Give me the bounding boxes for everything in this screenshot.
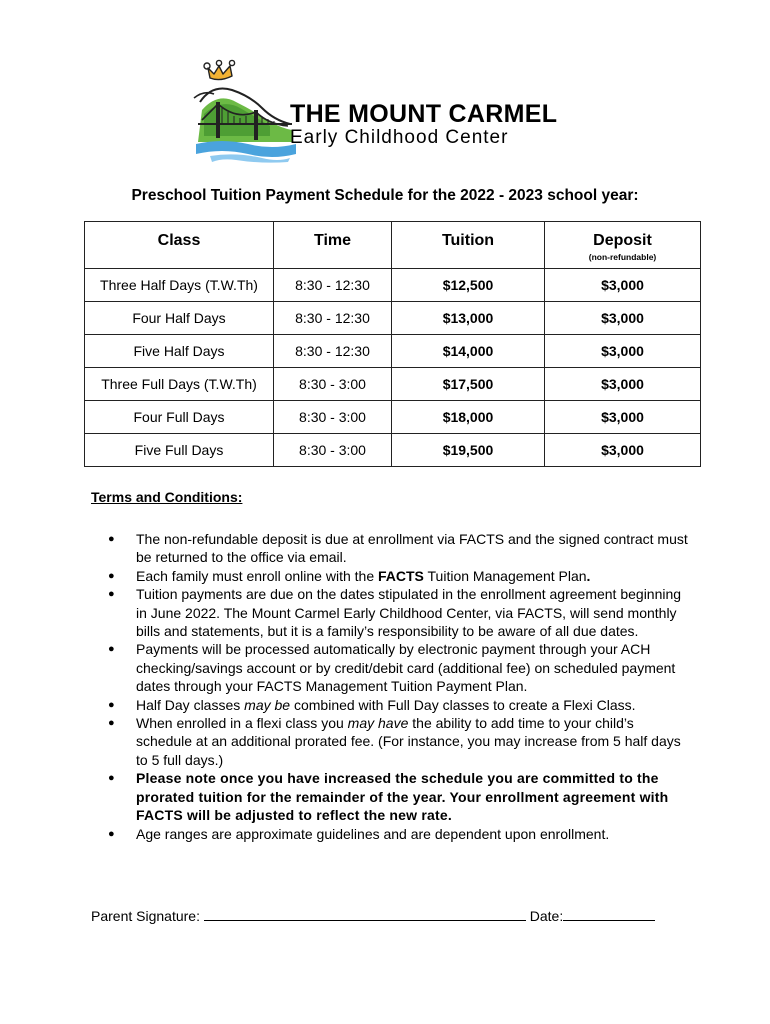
class-cell: Five Half Days [85,335,274,368]
time-cell: 8:30 - 3:00 [274,401,392,434]
item-text: Each family must enroll online with the [136,567,378,584]
parent-signature-label: Parent Signature: [91,908,200,924]
tuition-table [84,221,701,467]
list-item: ● The non-refundable deposit is due at enrollment via FACTS and the signed contract must be returned to the office via email. [108,530,688,567]
tuition-cell: $14,000 [392,335,545,368]
item-bold-text: FACTS [378,567,424,584]
table-row [85,368,701,401]
terms-list [108,530,688,843]
header-deposit [545,222,701,269]
table-row [85,302,701,335]
table-row [85,335,701,368]
item-text: Tuition Management Plan [423,567,587,584]
tuition-cell: $12,500 [392,269,545,302]
time-cell: 8:30 - 12:30 [274,335,392,368]
time-cell: 8:30 - 3:00 [274,368,392,401]
signature-row [91,906,655,924]
item-italic-text: may have [347,715,409,732]
tuition-cell: $18,000 [392,401,545,434]
parent-signature-line[interactable] [204,906,526,921]
item-bold-text: . [586,567,591,584]
terms-heading: Terms and Conditions: [91,489,243,505]
date-line[interactable] [563,906,655,921]
class-cell: Three Full Days (T.W.Th) [85,368,274,401]
deposit-cell: $3,000 [545,368,701,401]
item-text: When enrolled in a flexi class you [136,715,348,732]
header-tuition: Tuition [392,222,545,269]
class-cell: Five Full Days [85,434,274,467]
time-cell: 8:30 - 3:00 [274,434,392,467]
tuition-cell: $19,500 [392,434,545,467]
list-item [108,714,688,769]
date-label: Date: [529,908,564,924]
class-cell: Four Half Days [85,302,274,335]
time-cell: 8:30 - 12:30 [274,302,392,335]
deposit-cell: $3,000 [545,269,701,302]
tuition-cell: $13,000 [392,302,545,335]
table-header-row [85,222,701,269]
header-deposit-label: Deposit [593,232,652,249]
header-class: Class [85,222,274,269]
header-time: Time [274,222,392,269]
item-italic-text: may be [244,696,291,713]
deposit-note: (non-refundable) [588,252,657,262]
list-item: ● Payments will be processed automatically by electronic payment through your ACH checking/savings account or by credit/debit card (additional fee) on scheduled payment dates through your FACTS Management Tuition Payment Plan. [108,640,688,695]
table-row [85,401,701,434]
item-text: Half Day classes [136,696,245,713]
list-item [108,567,688,585]
page-title: Preschool Tuition Payment Schedule for the 2022 - 2023 school year: [131,187,639,204]
tuition-cell: $17,500 [392,368,545,401]
deposit-cell: $3,000 [545,434,701,467]
table-row [85,434,701,467]
item-text: the ability to add time to your child’s schedule at an additional prorated fee. (For instance, you may increase from 5 half days to 5 full days.) [136,715,681,768]
deposit-cell: $3,000 [545,401,701,434]
org-name: THE MOUNT CARMEL [290,100,558,128]
org-subtitle: Early Childhood Center [290,127,509,148]
class-cell: Three Half Days (T.W.Th) [85,269,274,302]
table-row [85,269,701,302]
class-cell: Four Full Days [85,401,274,434]
list-item [108,696,688,714]
list-item: ● Please note once you have increased the schedule you are committed to the prorated tuition for the remainder of the year. Your enrollment agreement with FACTS will be adjusted to reflect the new rate. [108,769,688,824]
item-text: combined with Full Day classes to create a Flexi Class. [290,696,636,713]
time-cell: 8:30 - 12:30 [274,269,392,302]
deposit-cell: $3,000 [545,302,701,335]
deposit-cell: $3,000 [545,335,701,368]
list-item: ● Tuition payments are due on the dates stipulated in the enrollment agreement beginning in June 2022. The Mount Carmel Early Childhood Center, via FACTS, will send monthly bills and statements, but it is a family’s responsibility to be aware of all due dates. [108,585,688,640]
list-item: ● Age ranges are approximate guidelines and are dependent upon enrollment. [108,825,688,843]
